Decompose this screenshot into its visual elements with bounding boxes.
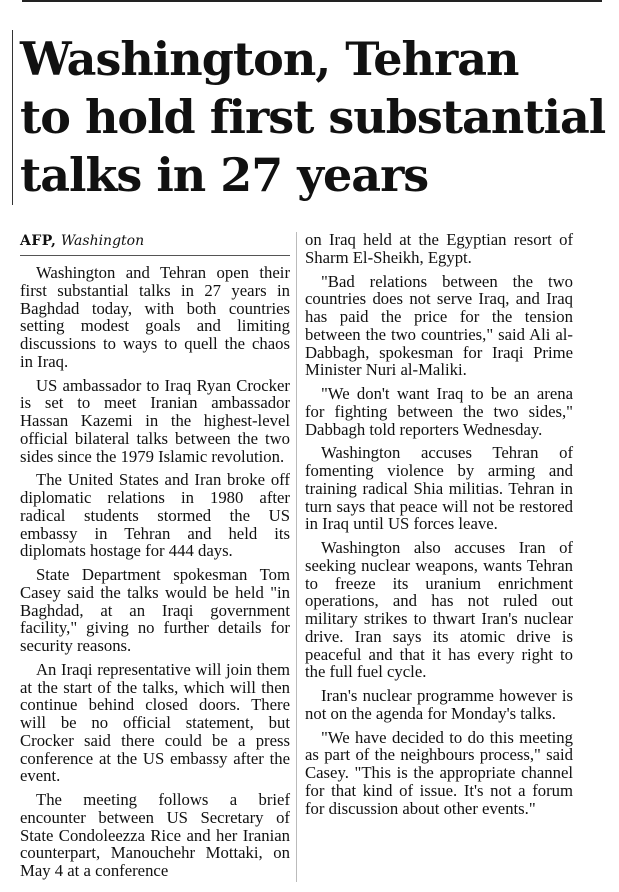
column-divider — [296, 232, 297, 882]
headline-line-1: Washington, Tehran — [20, 32, 519, 86]
byline — [20, 232, 290, 250]
article-column-right — [305, 231, 573, 823]
left-rule — [12, 30, 13, 205]
paragraph: Iran's nuclear programme however is not on the agenda for Monday's talks. — [305, 686, 573, 723]
paragraph: on Iraq held at the Egyptian resort of Sharm El-Sheikh, Egypt. — [305, 230, 573, 267]
paragraph: "We have decided to do this meeting as part of the neighbours process," said Casey. "This is the appropriate channel for that kind of issue. It's not a forum for discussion about other events." — [305, 727, 573, 818]
paragraph: State Department spokesman Tom Casey said the talks would be held "in Baghdad, at an Iraqi government facility," giving no further details for security reasons. — [20, 565, 290, 655]
paragraph: US ambassador to Iraq Ryan Crocker is set to meet Iranian ambassador Hassan Kazemi in the highest-level official bilateral talks between the two sides since the 1979 Islamic revolution. — [20, 375, 290, 466]
headline — [20, 30, 610, 204]
paragraph: The meeting follows a brief encounter between US Secretary of State Condoleezza Rice and her Iranian counterpart, Manouchehr Mottaki, on May 4 at a conference — [20, 790, 290, 880]
paragraph: Washington and Tehran open their first substantial talks in 27 years in Baghdad today, with both countries setting modest goals and limiting discussions to ways to quell the chaos in Iraq. — [20, 263, 290, 371]
headline-line-2: to hold first substantial — [20, 90, 606, 144]
headline-line-3: talks in 27 years — [20, 148, 429, 202]
byline-location: Washington — [60, 233, 145, 249]
paragraph: Washington also accuses Iran of seeking nuclear weapons, wants Tehran to freeze its uranium enrichment operations, and has not ruled out military strikes to thwart Iran's nuclear drive. Iran says its atomic drive is peaceful and that it has every right to the full fuel cycle. — [305, 538, 573, 682]
byline-rule — [20, 255, 290, 256]
byline-agency: AFP, — [20, 233, 57, 249]
paragraph: "Bad relations between the two countries does not serve Iraq, and Iraq has paid the price for the tension between the two countries," said Ali al-Dabbagh, spokesman for Iraqi Prime Minister Nuri al-Maliki. — [305, 271, 573, 380]
paragraph: "We don't want Iraq to be an arena for fighting between the two sides," Dabbagh told reporters Wednesday. — [305, 384, 573, 439]
paragraph: The United States and Iran broke off diplomatic relations in 1980 after radical students stormed the US embassy in Tehran and held its diplomats hostage for 444 days. — [20, 470, 290, 561]
paragraph: Washington accuses Tehran of fomenting violence by arming and training radical Shia militias. Tehran in turn says that peace will not be restored in Iraq until US forces leave. — [305, 443, 573, 534]
top-rule — [22, 0, 602, 2]
article-column-left — [20, 264, 290, 886]
paragraph: An Iraqi representative will join them at the start of the talks, which will then continue behind closed doors. There will be no official statement, but Crocker said there could be a press conference at the US embassy after the event. — [20, 659, 290, 786]
